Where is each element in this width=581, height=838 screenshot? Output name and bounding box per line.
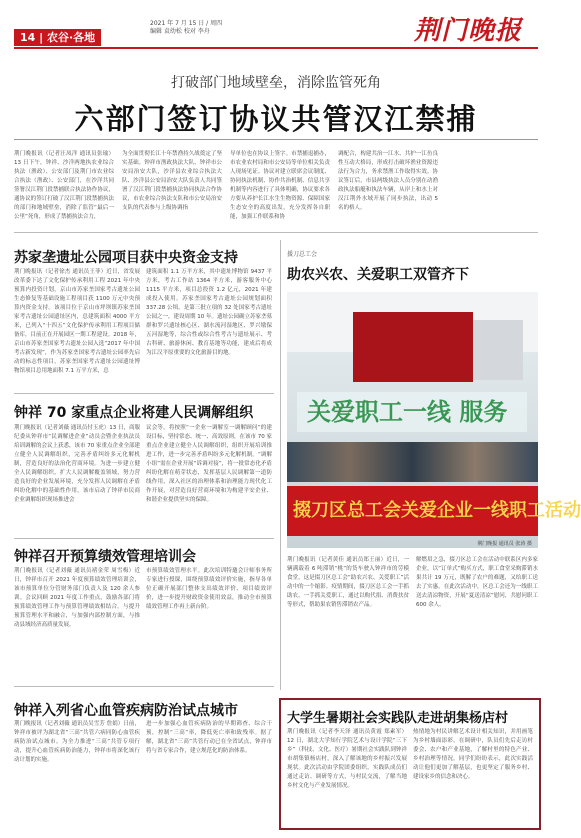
lead-headline: 六部门签订协议共管汉江禁捕 xyxy=(74,102,478,136)
article-1-headline: 苏家垄遗址公园项目获中央资金支持 xyxy=(14,250,238,266)
article-rule xyxy=(14,538,274,539)
boxed-article-col-1: 荆门晚报讯（记者李天泽 通讯员黄霞 郑素军）12 日，湖北大学知行学院艺术与设计学院“三下乡”（科技、文化、医疗）暑期社会实践队到钟祥市胡集镇杨店村，深入了解该地的乡村振兴发展现状。此次活动由学院团委组织，实践队成员们通过走访、调研等方式，与村民交流，了解当地乡村文化与产业发展情况。 xyxy=(287,729,407,789)
news-photo xyxy=(287,292,581,548)
section-rule xyxy=(14,232,538,233)
right-article-col-1: 荆门晚报讯（记者黄佳 通讯员郑王丽）近日，一辆满载着 6 吨滞销“桃”的货车驶入钟祥市的劳模食堂，这是掇刀区总工会“助农兴农、关爱职工”活动中的一个缩影。疫情期间，掇刀区总工会一手抓助农，一手抓关爱职工，通过以购代捐、消费扶贫等形式，帮助果农销售滞销农产品。 xyxy=(287,557,409,608)
article-4-col-1: 荆门晚报讯（记者刘薇 通讯员吴雪芳 詹娟）日前，钟祥市被评为湖北省“三高”共管六病同防心血管疾病防治试点城市。为全力推进“三高”共管专项行动，提升心血管疾病防治能力，钟祥市将深化该行动计划的实施。 xyxy=(14,721,140,763)
article-3-col-1: 荆门晚报讯（记者刘薇 通讯员褚金荣 周雪梅）近日，钟祥市召开 2021 年度预算绩效管理培训会，该市预算单位分管财务部门负责人及 120 余人参训。会议回顾 2021 年度工作重点，鼓励各部门将预算绩效管理工作与预算管理绩效相结合。与提升预算管理水平和融合，与加强内部控制方面，与推动县域经济高质量发展。 xyxy=(14,568,140,628)
article-3-headline: 钟祥召开预算绩效管理培训会 xyxy=(14,549,196,565)
photo-banner-red: 掇刀区总工会关爱企业一线职工活动 xyxy=(287,486,538,536)
editor-text: 编辑 袁幼松 校对 李舟 xyxy=(150,28,210,35)
section-label: 援刀总工会 xyxy=(287,251,318,258)
lead-column-4: 调配合，构建共治一江水、共护一江鱼良性互动大格局，形成打击破坏渔业资源违法行为合力，务求禁渔工作取得实效。协议签订后，市县两级执法人员分别在动渔政执法船艇和执法车辆，从岸上和水上对汉江荆外水域开展了同步执法，出动 5 名的格人。 xyxy=(338,151,438,211)
article-2-headline: 钟祥 70 家重点企业将建人民调解组织 xyxy=(14,405,254,421)
lead-subtitle: 打破部门地域壁垒，消除监管死角 xyxy=(171,75,381,91)
photo-truck-cab xyxy=(473,320,523,380)
article-3-col-2: 市预算绩效管理水平。此次培训特邀会计师事务所专家进行授课，围绕预算绩效评价实施，指导各单位正确开展部门整体支出绩效评价、项目绩效评价，进一步提升财政资金使用效益，推动全市预算绩效管理工作再上新台阶。 xyxy=(146,568,272,610)
date-text: 2021 年 7 月 15 日 / 周四 xyxy=(150,20,223,27)
page-section-tag: 14 | 农谷·各地 xyxy=(14,29,101,46)
right-article-headline: 助农兴农、关爱职工双管齐下 xyxy=(287,267,469,283)
lead-column-1: 荆门晚报讯（记者汪凤洋 通讯员张瑜）13 日下午，钟祥、沙洋两地执农业综合执法（渔政）、公安部门及荆门市农业综合执法（渔政）、公安部门，在沙洋共同签署汉江荆门段禁捕联合执法协作协议，通协议的签订打破了汉江荆门段禁捕执法的部门和地域壁垒，消除了监管“最后一公里”死角，形成了禁捕执法合力， xyxy=(14,151,114,220)
page-header xyxy=(0,0,552,46)
column-divider xyxy=(280,240,281,690)
newspaper-masthead: 荆门晚报 xyxy=(413,16,522,46)
photo-crowd xyxy=(287,442,538,482)
article-1-col-1: 荆门晚报讯（记者徐杰 通讯员王菲）近日，省发展改革委下达了文化保护传承利用工程 2021 年中央预算内投资计划，京山市苏家垄国家考古遗址公园生态修复等基础设施工程项目获 1100 万元中央预算内资金支持。该项目位于京山市坪坝镇苏家垄国家考古遗址公园遗址区内，总建筑面积 4000 平方米，已列入“十四五”文化保护传承利用工程项目储备库，目前正在开展园区一期工程建设。2018 年，京山市苏家垄国家考古遗址公园入选“2017 年中国考古新发现”，作为苏家垄国家考古遗址公园率先启动的标志性项目，苏家垄国家考古遗址公园遗址博物馆项目总用地面积 7.1 万平方米，总 xyxy=(14,269,140,374)
photo-credit: 荆门晚报 通讯员 张涛 摄 xyxy=(477,541,532,547)
lead-rule xyxy=(14,139,538,140)
article-rule xyxy=(14,686,274,687)
article-4-col-2: 进一步加强心血管疾病防治的早期筛查、综合干预，控制“三高”率，降低死亡率和致残率。据了解，湖北省“三高”共管行动已在全省试点，钟祥市将与省专家合作，建立规范化的防治体系。 xyxy=(146,721,272,754)
boxed-article-col-2: 热情地为村民讲解艺术设计相关知识，并用画笔为乡村墙面添彩。在调研中，队员们先后走访村委会、农户和产业基地，了解村里的特色产业、乡村治理等情况，同学们纷纷表示，此次实践活动让他们更加了解基层，也更坚定了服务乡村、建设家乡的信念和决心。 xyxy=(413,729,533,780)
header-rule xyxy=(14,47,538,49)
article-2-col-2: 议会等，将按照“一企业一调解室一调解顾问”的建设目标，坚持常态、统一、高效原则，在该市 70 家重点企业建立健全人民调解组织，组织开展培训推进工作，进一步完善矛盾纠纷多元化解机制。“调解小组”需在企业开展“诉调对接”，将一批常态化矛盾纠纷化解在萌芽状态，发挥基层人民调解第一道防线作用，深入社区的治理体系和治理能力现代化工作开展，对营造良好营商环境和为构建平安企业、和谐企业提供坚实的保障。 xyxy=(146,425,272,503)
lead-column-2: 为全面贯彻长江十年禁渔持久战奠定了坚实基础。钟祥市渔政执法大队、钟祥市公安局治安大队，沙洋县农业综合执法大队、沙洋县公安局治安大队负责人共同签署了汉江荆门段禁捕执法协同执法合作协议，市农业综合执法支队和市公安局治安支队的代表参与上级协调指 xyxy=(122,151,222,211)
dateline xyxy=(150,20,222,36)
article-1-col-2: 建筑面积 1.1 万平方米，其中遗址博物馆 9437 平方米，考古工作站 1364 平方米，游客服务中心 1115 平方米，项目总投资 1.2 亿元，2021 年建成投入使用。苏家垄国家考古遗址公园规划面积 337.28 公顷，是第三批立项的 32 处国家考古遗址公园之一，建设周期 10 年。遗址公园确立苏家垄墓群和罗兴遗址核心区、湖水流河湿地区、罗兴墩保五河湿地等，综合性或综合性考古与遗址展示、考古科研、旅游休闲、教育基地等功能，建成后将成为江汉平原重要的文化旅游目的地。 xyxy=(146,269,272,356)
photo-truck xyxy=(353,312,473,382)
lead-column-3: 导单位也在协议上签字。市禁捕退捕办，市农业农村局和市公安局等单位相关负责人现场见证。协议对建立联席会议制度、协同执法机制、协作共治机制、信息共享机制等内容进行了具体明确，协议要求各方要从养护长江水生生物资源、保障国家生态安全的高度出发，充分发挥各自职能，加强工作联系和协 xyxy=(230,151,330,220)
article-2-col-1: 荆门晚报讯（记者刘薇 通讯员付玉虎）13 日，商服纪委从钟祥市“民调解进企业”动员会暨企业执法员培训调解的会议上获悉，该市 70 家重点企业全部建立健全人民调解组织，完善矛盾纠纷多元化解机制，营造良好的法治化营商环境。为进一步建立健全人民调解组织，扩大人民调解覆盖领域，努力营造良好的企业发展环境，充分发挥人民调解在矛盾纠纷化解中的基础性作用，该市启动了钟祥市民商企业调解组织现场推进会 xyxy=(14,425,140,503)
right-article-col-2: 解燃眉之急，掇刀区总工会在活动中联系区内多家企业，以“订单式”购买方式，职工食堂采购滞销水果共计 19 万元，既解了农户的难题，又给职工送去了实惠。在此次活动中，区总工会还为一线职工送去清凉物资，开展“夏送清凉”慰问，共慰问职工 600 余人。 xyxy=(416,557,538,608)
boxed-article-headline: 大学生暑期社会实践队走进胡集杨店村 xyxy=(287,711,509,726)
article-4-headline: 钟祥入列省心血管疾病防治试点城市 xyxy=(14,703,238,719)
article-rule xyxy=(14,393,274,394)
photo-banner-white: 关爱职工一线 服务 xyxy=(297,392,527,432)
